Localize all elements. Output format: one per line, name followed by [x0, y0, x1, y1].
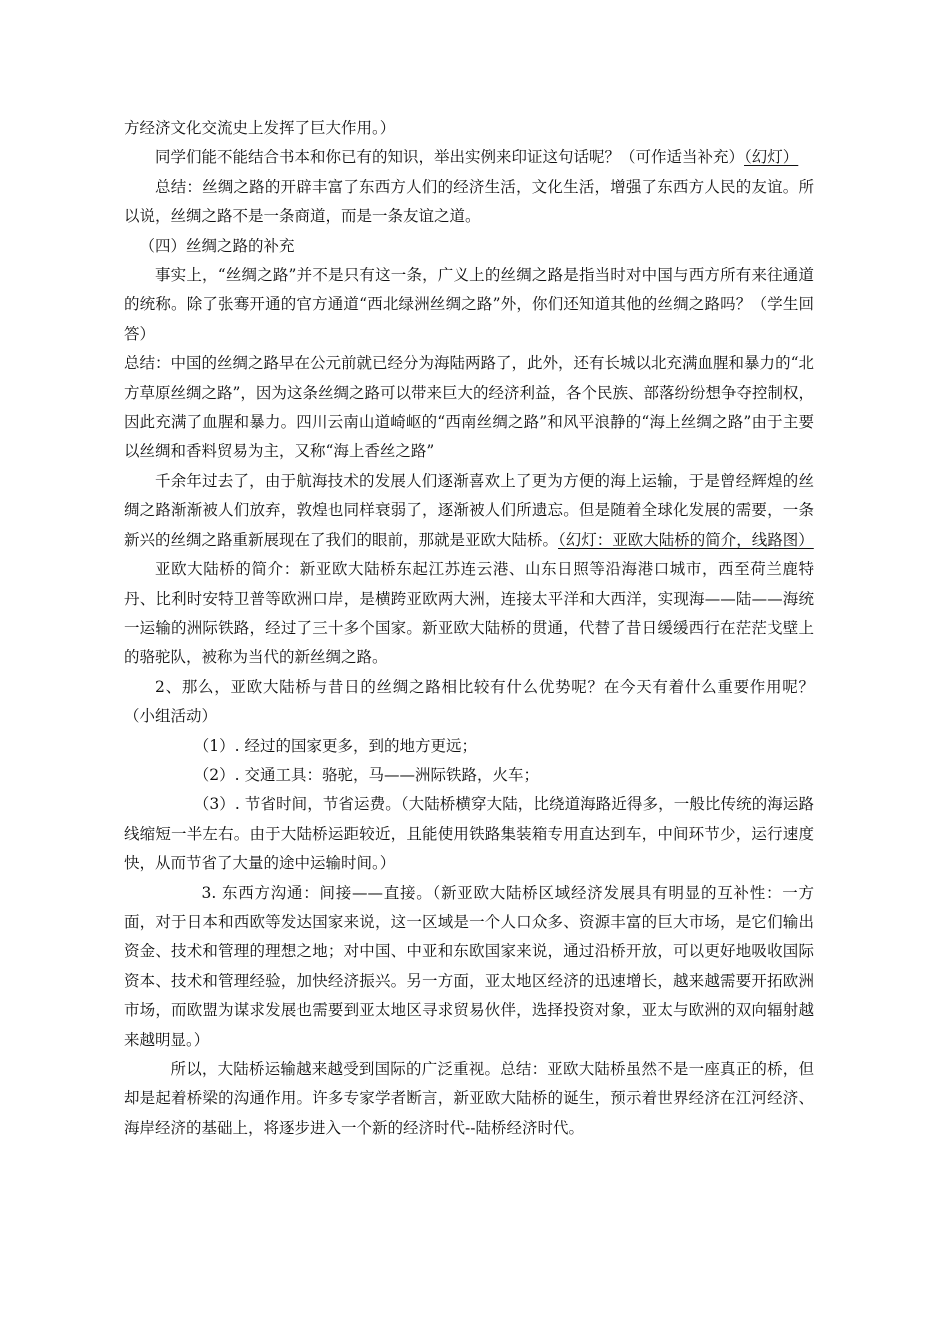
section-heading-supplement: （四）丝绸之路的补充 — [139, 236, 295, 255]
slide-note-bridge: （幻灯：亚欧大陆桥的简介，线路图） — [558, 530, 814, 549]
paragraph-other-routes: 事实上，“丝绸之路”并不是只有这一条，广义上的丝绸之路是指当时对中国与西方所有来往通道的统称。除了张骞开通的官方通道“西北绿洲丝绸之路”外，你们还知道其他的丝绸之路吗？（学生回答） — [124, 266, 814, 343]
paragraph-conclusion: 所以，大陆桥运输越来越受到国际的广泛重视。总结：亚欧大陆桥虽然不是一座真正的桥，但却是起着桥梁的沟通作用。许多专家学者断言，新亚欧大陆桥的诞生，预示着世界经济在江河经济、海岸经济的基础上，将逐步进入一个新的经济时代--陆桥经济时代。 — [124, 1060, 814, 1137]
paragraph-summary-routes: 总结：中国的丝绸之路早在公元前就已经分为海陆两路了，此外，还有长城以北充满血腥和暴力的“北方草原丝绸之路”，因为这条丝绸之路可以带来巨大的经济利益，各个民族、部落纷纷想争夺控制权，因此充满了血腥和暴力。四川云南山道崎岖的“西南丝绸之路”和风平浪静的“海上丝绸之路”由于主要以丝绸和香料贸易为主，又称“海上香丝之路” — [124, 354, 814, 461]
slide-note: （幻灯） — [744, 148, 799, 167]
list-item-1: （1）. 经过的国家更多，到的地方更远； — [193, 736, 477, 755]
paragraph-continuation: 方经济文化交流史上发挥了巨大作用。） — [124, 119, 396, 137]
paragraph-summary-friendship: 总结：丝绸之路的开辟丰富了东西方人们的经济生活，文化生活，增强了东西方人民的友谊。所以说，丝绸之路不是一条商道，而是一条友谊之道。 — [124, 177, 814, 226]
paragraph-decline-bridge: 千余年过去了，由于航海技术的发展人们逐渐喜欢上了更为方便的海上运输，于是曾经辉煌的丝绸之路渐渐被人们放弃，敦煌也同样衰弱了，逐渐被人们所遗忘。但是随着全球化发展的需要，一条新兴的丝绸之路重新展现在了我们的眼前，那就是亚欧大陆桥。（幻灯：亚欧大陆桥的简介，线路图） — [124, 471, 814, 549]
list-item-2: （2）. 交通工具：骆驼，马——洲际铁路，火车； — [193, 765, 539, 784]
list-item-3: （3）. 节省时间，节省运费。（大陆桥横穿大陆，比绕道海路近得多，一般比传统的海运路线缩短一半左右。由于大陆桥运距较近，且能使用铁路集装箱专用直达到车，中间环节少，运行速度快，从而节省了大量的途中运输时间。） — [124, 795, 814, 873]
paragraph-question-examples: 同学们能不能结合书本和你已有的知识，举出实例来印证这句话呢？（可作适当补充）（幻灯） — [155, 148, 799, 167]
paragraph-east-west-communication: 3. 东西方沟通：间接——直接。（新亚欧大陆桥区域经济发展具有明显的互补性：一方面，对于日本和西欧等发达国家来说，这一区域是一个人口众多、资源丰富的巨大市场，是它们输出资金、技术和管理的理想之地；对中国、中亚和东欧国家来说，通过沿桥开放，可以更好地吸收国际资本、技术和管理经验，加快经济振兴。另一方面，亚太地区经济的迅速增长，越来越需要开拓欧洲市场，而欧盟为谋求发展也需要到亚太地区寻求贸易伙伴，选择投资对象，亚太与欧洲的双向辐射越来越明显。） — [124, 883, 814, 1049]
paragraph-bridge-intro: 亚欧大陆桥的简介：新亚欧大陆桥东起江苏连云港、山东日照等沿海港口城市，西至荷兰鹿特丹、比利时安特卫普等欧洲口岸，是横跨亚欧两大洲，连接太平洋和大西洋，实现海——陆——海统一运输的洲际铁路，经过了三十多个国家。新亚欧大陆桥的贯通，代替了昔日缓缓西行在茫茫戈壁上的骆驼队，被称为当代的新丝绸之路。 — [124, 560, 814, 667]
paragraph-question-advantages: 2、那么，亚欧大陆桥与昔日的丝绸之路相比较有什么优势呢？在今天有着什么重要作用呢？（小组活动） — [124, 677, 814, 726]
document-page — [124, 114, 814, 1143]
